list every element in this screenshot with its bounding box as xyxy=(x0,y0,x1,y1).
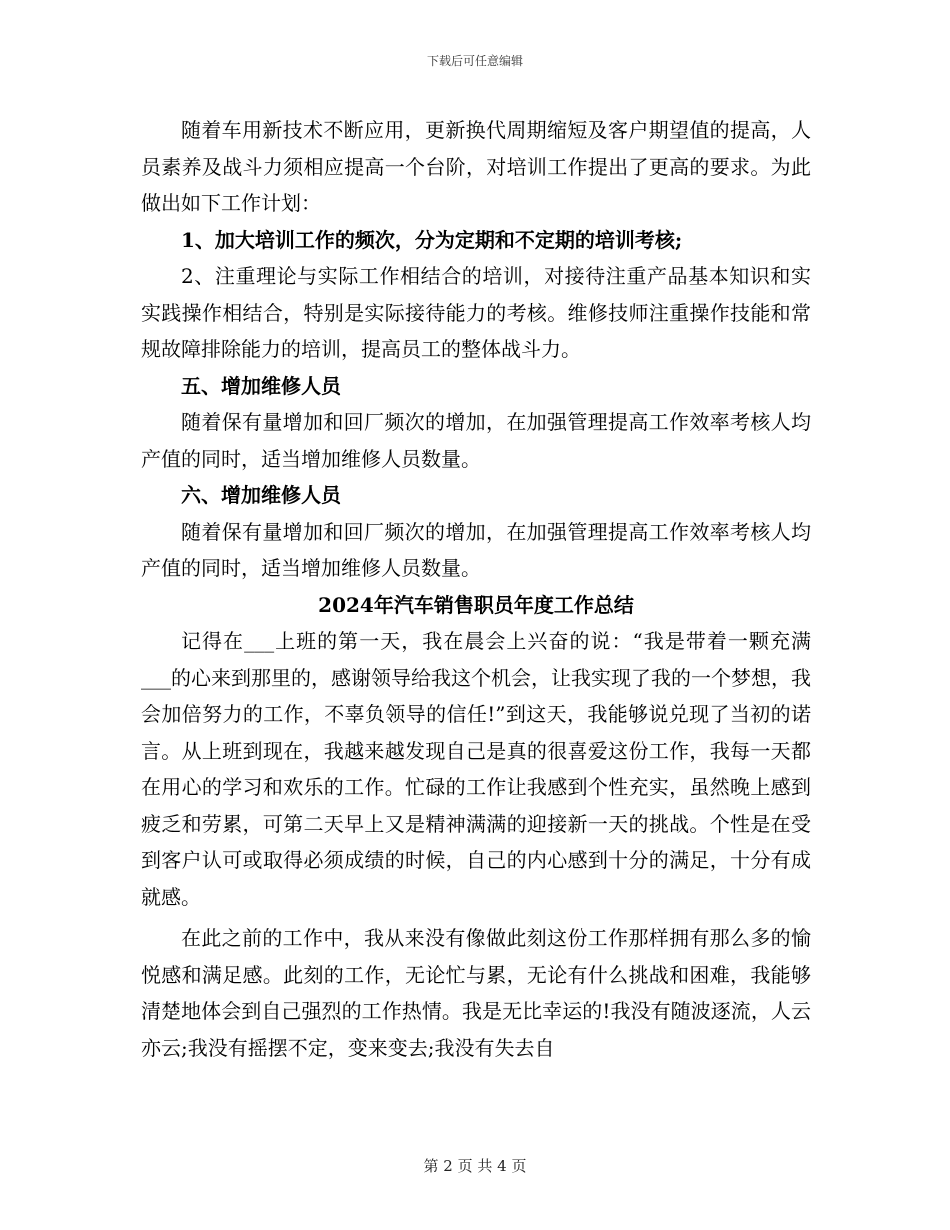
paragraph-first-day: 记得在___上班的第一天，我在晨会上兴奋的说：“我是带着一颗充满___的心来到那里的，感谢领导给我这个机会，让我实现了我的一个梦想，我会加倍努力的工作，不辜负领导的信任!”到这天，我能够说兑现了当初的诺言。从上班到现在，我越来越发现自己是真的很喜爱这份工作，我每一天都在用心的学习和欢乐的工作。忙碌的工作让我感到个性充实，虽然晚上感到疲乏和劳累，可第二天早上又是精神满满的迎接新一天的挑战。个性是在受到客户认可或取得必须成绩的时候，自己的内心感到十分的满足，十分有成就感。 xyxy=(141,629,811,909)
plan-item-2: 2、注重理论与实际工作相结合的培训，对接待注重产品基本知识和实实践操作相结合，特别是实际接待能力的考核。维修技师注重操作技能和常规故障排除能力的培训，提高员工的整体战斗力。 xyxy=(141,264,811,361)
paragraph-work-passion: 在此之前的工作中，我从来没有像做此刻这份工作那样拥有那么多的愉悦感和满足感。此刻的工作，无论忙与累，无论有什么挑战和困难，我能够清楚地体会到自己强烈的工作热情。我是无比幸运的!我没有随波逐流，人云亦云;我没有摇摆不定，变来变去;我没有失去自 xyxy=(141,926,811,1060)
document-body xyxy=(141,112,811,1066)
page-number-footer: 第 2 页 共 4 页 xyxy=(423,1157,527,1175)
paragraph-section-6: 随着保有量增加和回厂频次的增加，在加强管理提高工作效率考核人均产值的同时，适当增加维修人员数量。 xyxy=(141,519,811,580)
section-heading-5: 五、增加维修人员 xyxy=(181,373,341,398)
page-header-note: 下载后可任意编辑 xyxy=(426,54,523,68)
plan-item-1: 1、加大培训工作的频次，分为定期和不定期的培训考核; xyxy=(181,227,683,252)
section-heading-6: 六、增加维修人员 xyxy=(181,483,341,507)
document-title: 2024年汽车销售职员年度工作总结 xyxy=(318,592,634,617)
paragraph-training-intro: 随着车用新技术不断应用，更新换代周期缩短及客户期望值的提高，人员素养及战斗力须相应提高一个台阶，对培训工作提出了更高的要求。为此做出如下工作计划： xyxy=(141,118,811,215)
paragraph-section-5: 随着保有量增加和回厂频次的增加，在加强管理提高工作效率考核人均产值的同时，适当增加维修人员数量。 xyxy=(141,410,811,471)
